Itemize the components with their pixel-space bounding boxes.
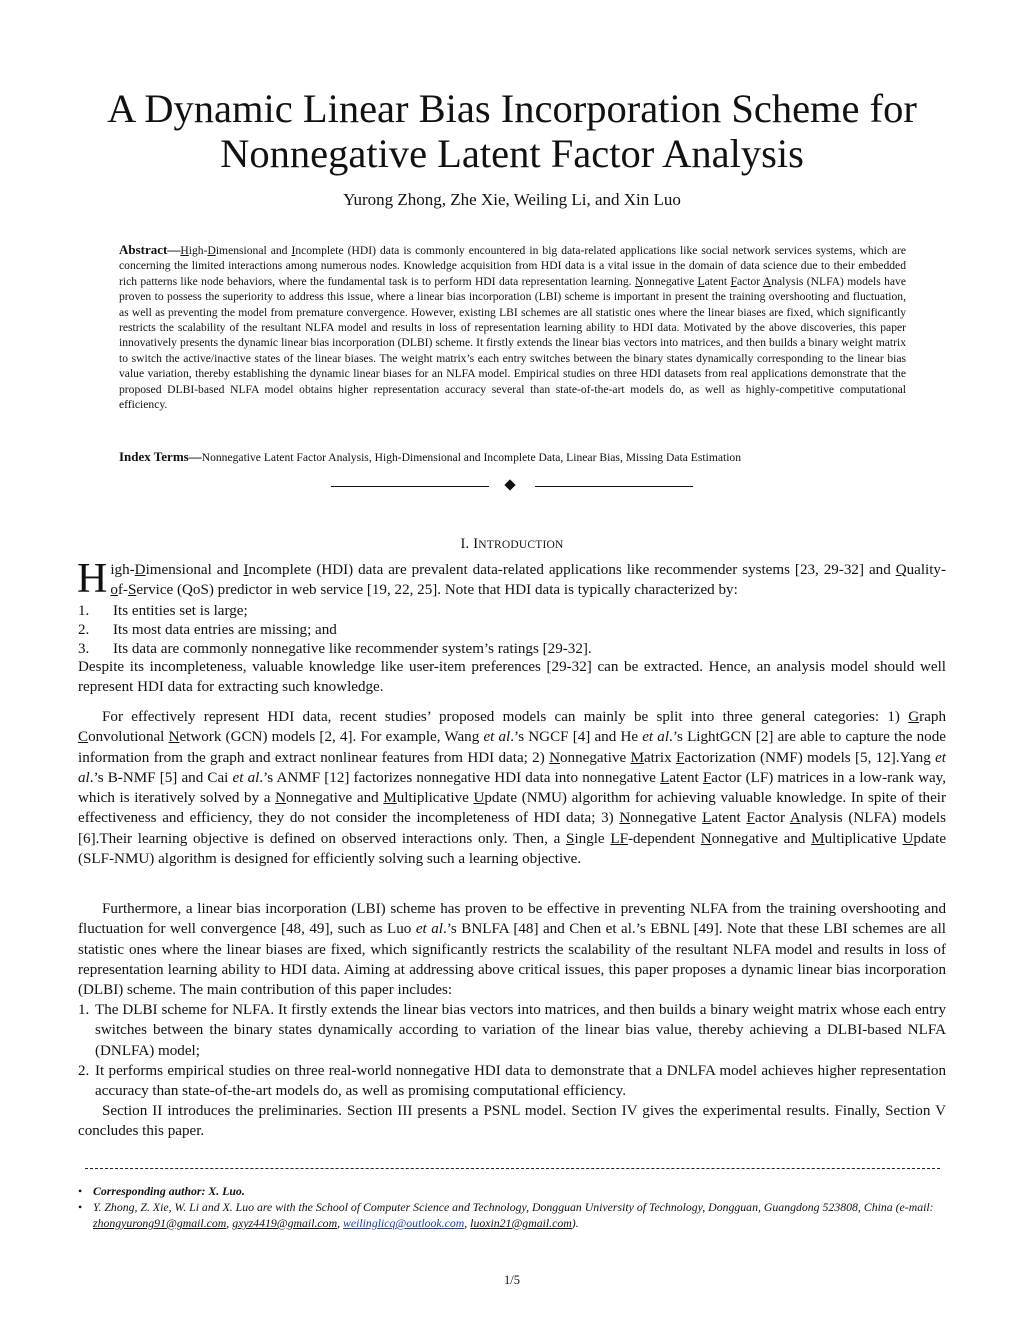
footnote-corresponding-author: • Corresponding author: X. Luo. [78,1183,958,1199]
abstract: Abstract—High-Dimensional and Incomplete (HDI) data is commonly encountered in big data-related applications like social network services systems, which are concerning the limited interactions among numerous nodes. Knowledge acquisition from HDI data is a vital issue in the domain of data science due to their embedded rich patterns like node behaviors, where the fundamental task is to perform HDI data representation learning. Nonnegative Latent Factor Analysis (NLFA) models have proven to possess the superiority to address this issue, where a linear bias incorporation (LBI) scheme is important in present the training overshooting and fluctuation, as well as preventing the model from premature convergence. However, existing LBI schemes are all statistic ones where the linear biases are fixed, which significantly restricts the scalability of the resultant NLFA model and results in loss of representation learning ability to HDI data. Motivated by the above discoveries, this paper innovatively presents the dynamic linear bias incorporation (DLBI) scheme. It firstly extends the linear bias vectors into matrices, and then builds a binary weight matrix to switch the active/inactive states of the linear biases. The weight matrix’s each entry switches between the binary states dynamically corresponding to the linear bias value variation, thereby establishing the dynamic linear biases for an NLFA model. Empirical studies on three HDI datasets from real applications demonstrate that the proposed DLBI-based NLFA model obtains higher representation accuracy several than state-of-the-art models do, as well as highly-competitive computational efficiency. [119,242,906,412]
title-line-2: Nonnegative Latent Factor Analysis [220,131,804,176]
intro-paragraph-4: Furthermore, a linear bias incorporation (LBI) scheme has proven to be effective in preventing NLFA from the training overshooting and fluctuation for well convergence [48, 49], such as Luo et al.’s BNLFA [48] and Chen et al.’s EBNL [49]. Note that these LBI schemes are all statistic ones where the linear biases are fixed, which significantly restricts the scalability of the resultant NLFA model and results in loss of representation learning ability to HDI data. Aiming at addressing above critical issues, this paper proposes a dynamic linear bias incorporation (DLBI) scheme. The main contribution of this paper includes: [78,901,946,999]
author-list: Yurong Zhong, Zhe Xie, Weiling Li, and Xin Luo [343,190,681,209]
intro-paragraph-2: Despite its incompleteness, valuable knowledge like user-item preferences [29-32] can be extracted. Hence, an analysis model should well represent HDI data for extracting such knowledge. [78,659,946,696]
intro-paragraph-3: For effectively represent HDI data, recent studies’ proposed models can mainly be split into three general categories: 1) Graph Convolutional Network (GCN) models [2, 4]. For example, Wang et al.’s NGCF [4] and He et al.’s LightGCN [2] are able to capture the node information from the graph and extract nonlinear features from HDI data; 2) Nonnegative Matrix Factorization (NMF) models [5, 12].Yang et al.’s B-NMF [5] and Cai et al.’s ANMF [12] factorizes nonnegative HDI data into nonnegative Latent Factor (LF) matrices in a low-rank way, which is iteratively solved by a Nonnegative and Multiplicative Update (NMU) algorithm for achieving valuable knowledge. In spite of their effectiveness and efficiency, they do not consider the incompleteness of HDI data; 3) Nonnegative Latent Factor Analysis (NLFA) models [6].Their learning objective is defined on observed interactions only. Then, a Single LF-dependent Nonnegative and Multiplicative Update (SLF-NMU) algorithm is designed for efficiently solving such a learning objective. [78,709,947,868]
email-link[interactable]: luoxin21@gmail.com [470,1216,572,1230]
index-terms-text: Nonnegative Latent Factor Analysis, High-Dimensional and Incomplete Data, Linear Bias, Missing Data Estimation [201,451,742,464]
drop-cap: H [77,556,108,602]
intro-paragraph-1: High-Dimensional and Incomplete (HDI) data are prevalent data-related applications like recommender systems [23, 29-32] and Quality-of-Service (QoS) predictor in web service [19, 22, 25]. Note that HDI data is typically characterized by: [77,556,946,602]
hdi-characteristics-list [78,602,946,659]
abstract-label: Abstract— [119,242,181,257]
contribution-list [78,1000,946,1101]
page-number: 1/5 [504,1273,520,1287]
section-heading-introduction: I. INTRODUCTION [460,536,564,552]
title-line-1: A Dynamic Linear Bias Incorporation Scheme for [107,86,917,131]
section-divider [331,479,693,495]
email-link[interactable]: gxyz4419@gmail.com [232,1216,338,1230]
intro-paragraph-5: Section II introduces the preliminaries. Section III presents a PSNL model. Section IV gives the experimental results. Finally, Section V concludes this paper. [78,1103,946,1140]
index-terms-label: Index Terms— [119,449,202,464]
list-item: 1. Its entities set is large; [78,603,248,619]
footnote-affiliation: • Y. Zhong, Z. Xie, W. Li and X. Luo are with the School of Computer Science and Technology, Dongguan University of Technology, Dongguan, Guangdong 523808, China (e-mail: zhongyurong91@gmail.com, gxyz4419@gmail.com, weilinglicq@outlook.com, luoxin21@gmail.com). [78,1199,958,1231]
paper-title [60,86,964,176]
email-link[interactable]: weilinglicq@outlook.com [343,1216,465,1230]
footnotes [78,1183,958,1231]
list-item: 1. The DLBI scheme for NLFA. It firstly extends the linear bias vectors into matrices, and then builds a binary weight matrix whose each entry switches between the binary states dynamically according to variation of the linear bias value, thereby achieving a DLBI-based NLFA (DNLFA) model; [78,1002,946,1059]
footnote-separator [85,1168,940,1170]
list-item: 3. Its data are commonly nonnegative like recommender system’s ratings [29-32]. [78,641,592,657]
index-terms [119,449,906,465]
divider-line-left [331,486,489,487]
divider-line-right [535,486,693,487]
list-item: 2. Its most data entries are missing; and [78,622,337,638]
email-link[interactable]: zhongyurong91@gmail.com [93,1216,227,1230]
list-item: 2. It performs empirical studies on three real-world nonnegative HDI data to demonstrate that a DNLFA model achieves higher representation accuracy than state-of-the-art models do, as well as promising computational efficiency. [78,1062,946,1100]
diamond-icon [504,479,515,490]
